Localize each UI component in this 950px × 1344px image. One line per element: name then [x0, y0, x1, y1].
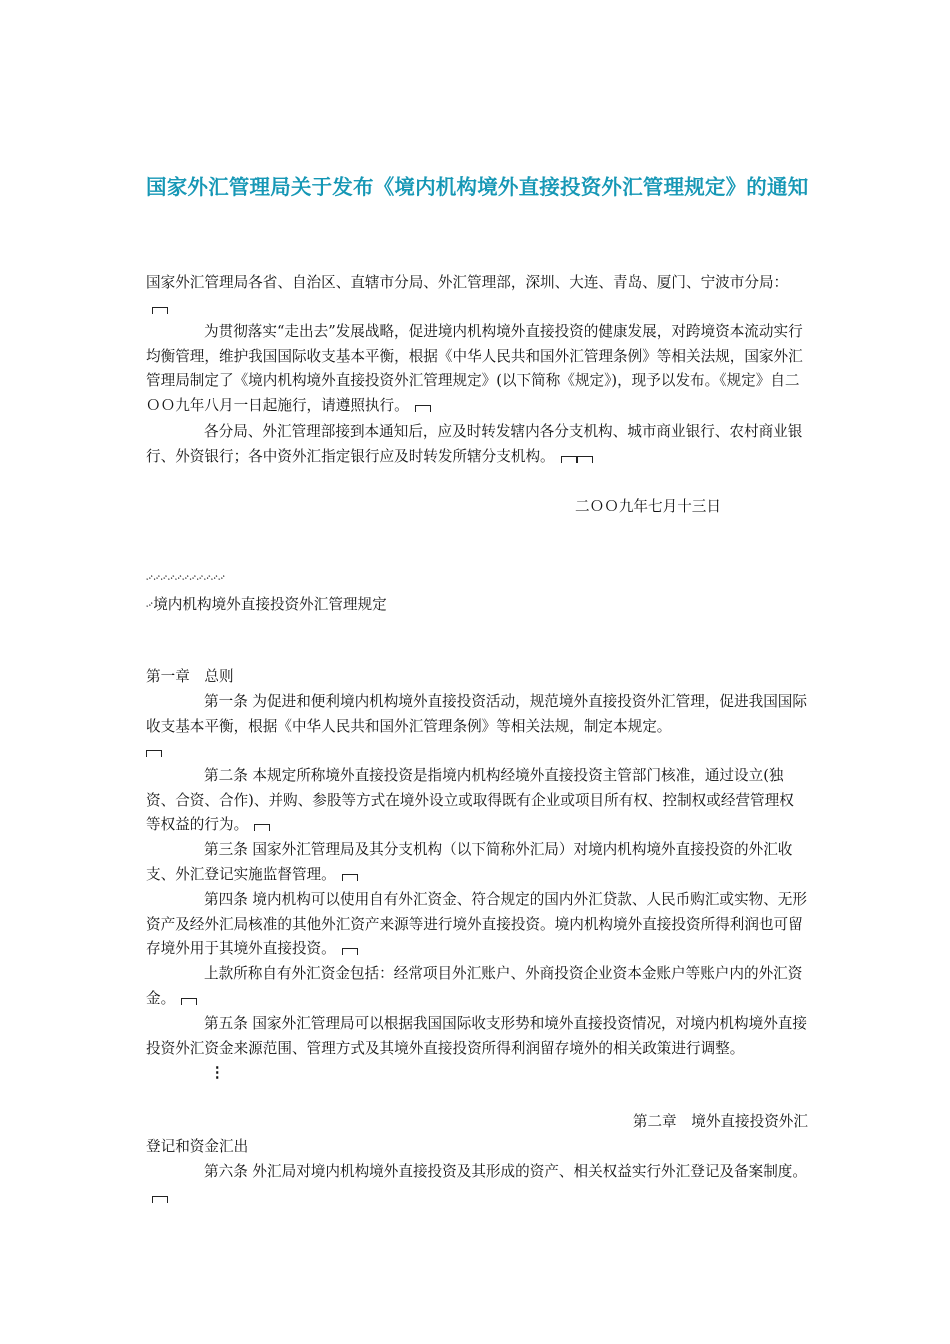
paragraph-mark-icon	[152, 307, 168, 314]
paragraph-mark-icon	[577, 456, 593, 463]
article-4-clause-text: 上款所称自有外汇资金包括：经常项目外汇账户、外商投资企业资本金账户等账户内的外汇资金。	[146, 965, 803, 1007]
article-4-clause	[146, 962, 808, 1011]
article-3	[146, 838, 808, 887]
article-4-text: 第四条 境内机构可以使用自有外汇资金、符合规定的国内外汇贷款、人民币购汇或实物、无形资产及经外汇局核准的其他外汇资产来源等进行境外直接投资。境内机构境外直接投资所得利润也可留存境外用于其境外直接投资。	[146, 891, 807, 957]
paragraph-mark-icon	[342, 948, 358, 955]
article-5	[146, 1012, 808, 1086]
chapter-2-heading-line-1: 第二章 境外直接投资外汇	[632, 1113, 808, 1130]
paragraph-mark-icon	[152, 1196, 168, 1203]
paragraph-mark-icon	[415, 405, 431, 412]
article-2-text: 第二条 本规定所称境外直接投资是指境内机构经境外直接投资主管部门核准，通过设立(独资、合资、合作)、并购、参股等方式在境外设立或取得既有企业或项目所有权、控制权或经营管理权等权益的行为。	[146, 767, 794, 833]
paragraph-mark-icon	[181, 998, 197, 1005]
article-6-text: 第六条 外汇局对境内机构境外直接投资及其形成的资产、相关权益实行外汇登记及备案制度。	[204, 1163, 807, 1180]
notice-paragraph-1-text: 为贯彻落实“走出去”发展战略，促进境内机构境外直接投资的健康发展，对跨境资本流动实行均衡管理，维护我国国际收支基本平衡，根据《中华人民共和国外汇管理条例》等相关法规，国家外汇管理局制定了《境内机构境外直接投资外汇管理规定》(以下简称《规定》)，现予以发布。《规定》自二ＯＯ九年八月一日起施行，请遵照执行。	[146, 323, 803, 414]
article-1	[146, 690, 808, 764]
notice-paragraph-1	[146, 320, 808, 418]
article-6	[146, 1160, 808, 1209]
addressee-text: 国家外汇管理局各省、自治区、直辖市分局、外汇管理部，深圳、大连、青岛、厦门、宁波市分局：	[146, 274, 789, 291]
chapter-2-heading-line-2: 登记和资金汇出	[146, 1138, 249, 1155]
paragraph-mark-icon	[561, 456, 577, 463]
regulation-title-glyph: ࿚	[146, 598, 154, 612]
notice-paragraph-2-text: 各分局、外汇管理部接到本通知后，应及时转发辖内各分支机构、城市商业银行、农村商业银行、外资银行；各中资外汇指定银行应及时转发所辖分支机构。	[146, 423, 803, 465]
article-2	[146, 764, 808, 838]
chapter-1-heading: 第一章 总则	[146, 668, 234, 685]
article-4	[146, 888, 808, 962]
addressee-paragraph	[146, 271, 808, 320]
article-5-text: 第五条 国家外汇管理局可以根据我国国际收支形势和境外直接投资情况，对境内机构境外直接投资外汇资金来源范围、管理方式及其境外直接投资所得利润留存境外的相关政策进行调整。	[146, 1015, 807, 1057]
notice-paragraph-2	[146, 420, 808, 469]
regulation-title-text: 境内机构境外直接投资外汇管理规定	[153, 596, 387, 613]
paragraph-mark-icon	[254, 824, 270, 831]
separator-glyph-row: ࿚࿚࿚࿚࿚࿚࿚࿚࿚࿚࿚	[146, 571, 226, 585]
paragraph-mark-icon	[146, 750, 162, 757]
regulation-title	[146, 593, 808, 618]
article-1-text: 第一条 为促进和便利境内机构境外直接投资活动，规范境外直接投资外汇管理，促进我国国际收支基本平衡，根据《中华人民共和国外汇管理条例》等相关法规，制定本规定。	[146, 693, 807, 735]
document-title: 国家外汇管理局关于发布《境内机构境外直接投资外汇管理规定》的通知	[146, 175, 809, 199]
article-3-text: 第三条 国家外汇管理局及其分支机构（以下简称外汇局）对境内机构境外直接投资的外汇收支、外汇登记实施监督管理。	[146, 841, 793, 883]
notice-date: 二ＯＯ九年七月十三日	[575, 498, 721, 515]
vertical-dots-icon: ⋮	[210, 1064, 225, 1081]
paragraph-mark-icon	[342, 874, 358, 881]
